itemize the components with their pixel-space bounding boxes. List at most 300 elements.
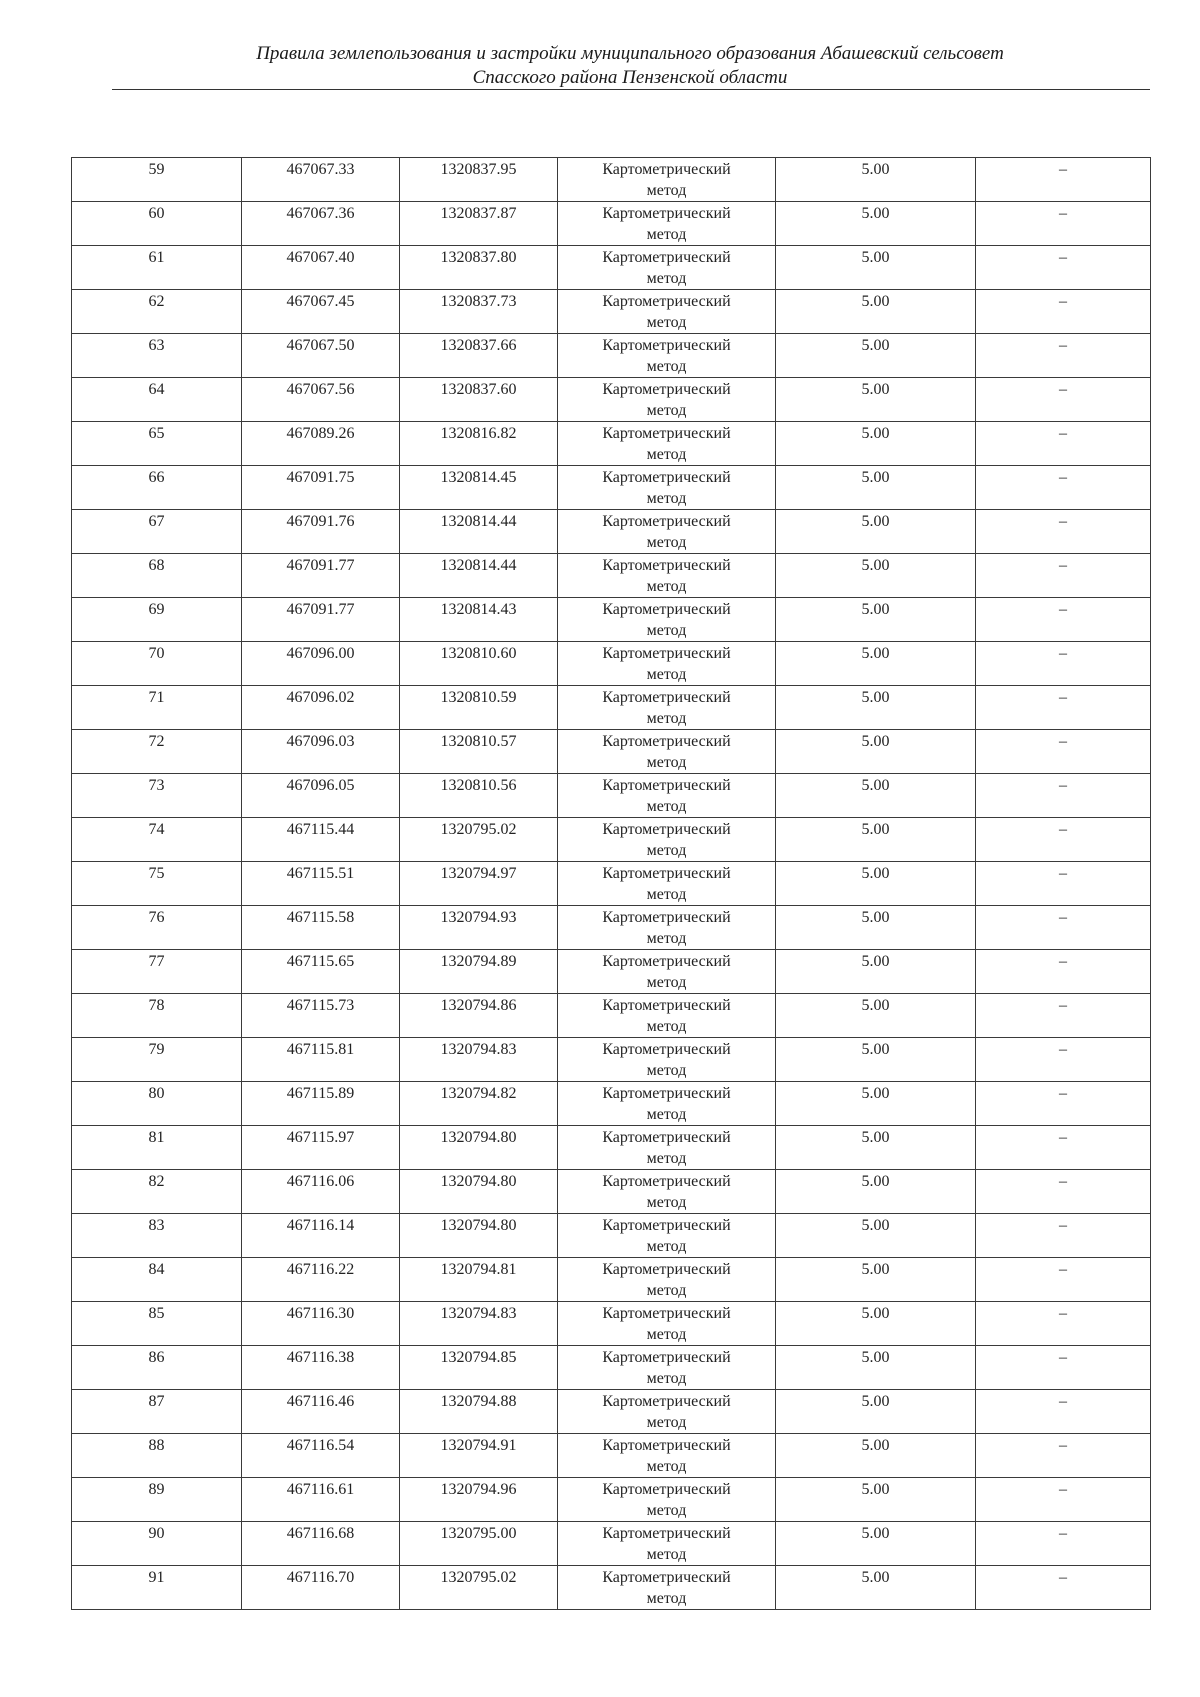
table-row bbox=[72, 334, 1151, 378]
method-label-line-1: Картометрический bbox=[602, 1085, 731, 1102]
method-label-line-1: Картометрический bbox=[602, 205, 731, 222]
method-label-line-2: метод bbox=[646, 622, 687, 639]
description-cell: – bbox=[976, 334, 1151, 378]
method-label-line-2: метод bbox=[646, 1414, 687, 1431]
method-cell bbox=[558, 730, 776, 774]
method-label-line-1: Картометрический bbox=[602, 733, 731, 750]
accuracy-cell: 5.00 bbox=[776, 1082, 976, 1126]
point-number-cell: 84 bbox=[72, 1258, 242, 1302]
method-label-line-2: метод bbox=[646, 930, 687, 947]
method-cell bbox=[558, 554, 776, 598]
method-label-line-1: Картометрический bbox=[602, 161, 731, 178]
point-number-cell: 83 bbox=[72, 1214, 242, 1258]
point-number-cell: 77 bbox=[72, 950, 242, 994]
y-coordinate-cell: 1320814.44 bbox=[400, 554, 558, 598]
description-cell: – bbox=[976, 730, 1151, 774]
x-coordinate-cell: 467067.40 bbox=[242, 246, 400, 290]
method-cell bbox=[558, 1522, 776, 1566]
accuracy-cell: 5.00 bbox=[776, 1302, 976, 1346]
accuracy-cell: 5.00 bbox=[776, 642, 976, 686]
method-cell bbox=[558, 422, 776, 466]
description-cell: – bbox=[976, 422, 1151, 466]
description-cell: – bbox=[976, 686, 1151, 730]
point-number-cell: 79 bbox=[72, 1038, 242, 1082]
table-row bbox=[72, 1170, 1151, 1214]
method-label-line-1: Картометрический bbox=[602, 1481, 731, 1498]
table-row bbox=[72, 598, 1151, 642]
accuracy-cell: 5.00 bbox=[776, 1170, 976, 1214]
y-coordinate-cell: 1320794.88 bbox=[400, 1390, 558, 1434]
table-row bbox=[72, 422, 1151, 466]
method-label-line-1: Картометрический bbox=[602, 557, 731, 574]
method-label-line-2: метод bbox=[646, 1062, 687, 1079]
method-label-line-2: метод bbox=[646, 358, 687, 375]
method-label-line-1: Картометрический bbox=[602, 865, 731, 882]
accuracy-cell: 5.00 bbox=[776, 1126, 976, 1170]
x-coordinate-cell: 467115.97 bbox=[242, 1126, 400, 1170]
description-cell: – bbox=[976, 950, 1151, 994]
method-label-line-2: метод bbox=[646, 1590, 687, 1607]
method-label-line-1: Картометрический bbox=[602, 689, 731, 706]
method-cell bbox=[558, 202, 776, 246]
accuracy-cell: 5.00 bbox=[776, 202, 976, 246]
x-coordinate-cell: 467116.14 bbox=[242, 1214, 400, 1258]
description-cell: – bbox=[976, 906, 1151, 950]
x-coordinate-cell: 467115.65 bbox=[242, 950, 400, 994]
accuracy-cell: 5.00 bbox=[776, 906, 976, 950]
table-row bbox=[72, 1258, 1151, 1302]
y-coordinate-cell: 1320794.93 bbox=[400, 906, 558, 950]
method-label-line-2: метод bbox=[646, 1502, 687, 1519]
point-number-cell: 70 bbox=[72, 642, 242, 686]
point-number-cell: 86 bbox=[72, 1346, 242, 1390]
description-cell: – bbox=[976, 1258, 1151, 1302]
y-coordinate-cell: 1320837.87 bbox=[400, 202, 558, 246]
point-number-cell: 91 bbox=[72, 1566, 242, 1610]
table-row bbox=[72, 730, 1151, 774]
method-label-line-2: метод bbox=[646, 666, 687, 683]
accuracy-cell: 5.00 bbox=[776, 1346, 976, 1390]
x-coordinate-cell: 467116.68 bbox=[242, 1522, 400, 1566]
method-label-line-1: Картометрический bbox=[602, 953, 731, 970]
accuracy-cell: 5.00 bbox=[776, 1522, 976, 1566]
table-row bbox=[72, 906, 1151, 950]
accuracy-cell: 5.00 bbox=[776, 246, 976, 290]
x-coordinate-cell: 467067.56 bbox=[242, 378, 400, 422]
y-coordinate-cell: 1320810.56 bbox=[400, 774, 558, 818]
method-cell bbox=[558, 994, 776, 1038]
point-number-cell: 67 bbox=[72, 510, 242, 554]
description-cell: – bbox=[976, 1126, 1151, 1170]
point-number-cell: 71 bbox=[72, 686, 242, 730]
x-coordinate-cell: 467089.26 bbox=[242, 422, 400, 466]
method-cell bbox=[558, 334, 776, 378]
point-number-cell: 65 bbox=[72, 422, 242, 466]
description-cell: – bbox=[976, 774, 1151, 818]
method-label-line-1: Картометрический bbox=[602, 1305, 731, 1322]
method-cell bbox=[558, 818, 776, 862]
y-coordinate-cell: 1320837.80 bbox=[400, 246, 558, 290]
point-number-cell: 82 bbox=[72, 1170, 242, 1214]
method-label-line-2: метод bbox=[646, 842, 687, 859]
method-cell bbox=[558, 950, 776, 994]
method-label-line-2: метод bbox=[646, 754, 687, 771]
description-cell: – bbox=[976, 246, 1151, 290]
accuracy-cell: 5.00 bbox=[776, 158, 976, 202]
table-row bbox=[72, 862, 1151, 906]
point-number-cell: 88 bbox=[72, 1434, 242, 1478]
x-coordinate-cell: 467115.44 bbox=[242, 818, 400, 862]
description-cell: – bbox=[976, 1346, 1151, 1390]
method-label-line-1: Картометрический bbox=[602, 1041, 731, 1058]
method-label-line-2: метод bbox=[646, 1238, 687, 1255]
x-coordinate-cell: 467067.36 bbox=[242, 202, 400, 246]
coordinates-table bbox=[71, 157, 1151, 1610]
point-number-cell: 87 bbox=[72, 1390, 242, 1434]
method-cell bbox=[558, 1126, 776, 1170]
method-label-line-2: метод bbox=[646, 402, 687, 419]
y-coordinate-cell: 1320794.80 bbox=[400, 1170, 558, 1214]
table-row bbox=[72, 1302, 1151, 1346]
table-row bbox=[72, 950, 1151, 994]
description-cell: – bbox=[976, 554, 1151, 598]
description-cell: – bbox=[976, 818, 1151, 862]
table-row bbox=[72, 158, 1151, 202]
method-label-line-2: метод bbox=[646, 886, 687, 903]
x-coordinate-cell: 467115.81 bbox=[242, 1038, 400, 1082]
table-row bbox=[72, 1566, 1151, 1610]
y-coordinate-cell: 1320816.82 bbox=[400, 422, 558, 466]
method-label-line-1: Картометрический bbox=[602, 1393, 731, 1410]
x-coordinate-cell: 467116.70 bbox=[242, 1566, 400, 1610]
accuracy-cell: 5.00 bbox=[776, 686, 976, 730]
description-cell: – bbox=[976, 1566, 1151, 1610]
description-cell: – bbox=[976, 994, 1151, 1038]
method-label-line-1: Картометрический bbox=[602, 909, 731, 926]
method-cell bbox=[558, 1478, 776, 1522]
table-row bbox=[72, 554, 1151, 598]
table-row bbox=[72, 290, 1151, 334]
description-cell: – bbox=[976, 1390, 1151, 1434]
y-coordinate-cell: 1320795.00 bbox=[400, 1522, 558, 1566]
accuracy-cell: 5.00 bbox=[776, 1566, 976, 1610]
method-cell bbox=[558, 466, 776, 510]
y-coordinate-cell: 1320837.66 bbox=[400, 334, 558, 378]
y-coordinate-cell: 1320794.91 bbox=[400, 1434, 558, 1478]
description-cell: – bbox=[976, 290, 1151, 334]
y-coordinate-cell: 1320837.73 bbox=[400, 290, 558, 334]
method-label-line-1: Картометрический bbox=[602, 1569, 731, 1586]
table-row bbox=[72, 1434, 1151, 1478]
method-label-line-2: метод bbox=[646, 270, 687, 287]
description-cell: – bbox=[976, 1522, 1151, 1566]
point-number-cell: 61 bbox=[72, 246, 242, 290]
description-cell: – bbox=[976, 1082, 1151, 1126]
method-cell bbox=[558, 1302, 776, 1346]
x-coordinate-cell: 467096.00 bbox=[242, 642, 400, 686]
method-label-line-2: метод bbox=[646, 446, 687, 463]
y-coordinate-cell: 1320814.43 bbox=[400, 598, 558, 642]
method-label-line-1: Картометрический bbox=[602, 1525, 731, 1542]
method-label-line-1: Картометрический bbox=[602, 1173, 731, 1190]
y-coordinate-cell: 1320794.83 bbox=[400, 1302, 558, 1346]
point-number-cell: 63 bbox=[72, 334, 242, 378]
method-label-line-2: метод bbox=[646, 226, 687, 243]
table-row bbox=[72, 1390, 1151, 1434]
table-row bbox=[72, 1522, 1151, 1566]
table-row bbox=[72, 1346, 1151, 1390]
x-coordinate-cell: 467116.06 bbox=[242, 1170, 400, 1214]
method-cell bbox=[558, 1170, 776, 1214]
method-label-line-1: Картометрический bbox=[602, 777, 731, 794]
method-label-line-1: Картометрический bbox=[602, 1349, 731, 1366]
accuracy-cell: 5.00 bbox=[776, 1390, 976, 1434]
method-cell bbox=[558, 246, 776, 290]
method-label-line-1: Картометрический bbox=[602, 381, 731, 398]
table-row bbox=[72, 1214, 1151, 1258]
method-cell bbox=[558, 1346, 776, 1390]
method-label-line-1: Картометрический bbox=[602, 601, 731, 618]
x-coordinate-cell: 467067.45 bbox=[242, 290, 400, 334]
table-row bbox=[72, 994, 1151, 1038]
method-label-line-2: метод bbox=[646, 534, 687, 551]
point-number-cell: 60 bbox=[72, 202, 242, 246]
method-cell bbox=[558, 1390, 776, 1434]
method-label-line-2: метод bbox=[646, 798, 687, 815]
y-coordinate-cell: 1320794.97 bbox=[400, 862, 558, 906]
point-number-cell: 90 bbox=[72, 1522, 242, 1566]
point-number-cell: 72 bbox=[72, 730, 242, 774]
description-cell: – bbox=[976, 1170, 1151, 1214]
method-label-line-1: Картометрический bbox=[602, 1261, 731, 1278]
x-coordinate-cell: 467091.75 bbox=[242, 466, 400, 510]
y-coordinate-cell: 1320794.96 bbox=[400, 1478, 558, 1522]
method-label-line-1: Картометрический bbox=[602, 293, 731, 310]
description-cell: – bbox=[976, 642, 1151, 686]
method-cell bbox=[558, 1258, 776, 1302]
method-label-line-1: Картометрический bbox=[602, 1437, 731, 1454]
y-coordinate-cell: 1320810.57 bbox=[400, 730, 558, 774]
point-number-cell: 78 bbox=[72, 994, 242, 1038]
accuracy-cell: 5.00 bbox=[776, 466, 976, 510]
point-number-cell: 85 bbox=[72, 1302, 242, 1346]
method-label-line-2: метод bbox=[646, 1150, 687, 1167]
description-cell: – bbox=[976, 158, 1151, 202]
accuracy-cell: 5.00 bbox=[776, 950, 976, 994]
method-label-line-2: метод bbox=[646, 1458, 687, 1475]
method-label-line-1: Картометрический bbox=[602, 425, 731, 442]
header-title-line-1: Правила землепользования и застройки муниципального образования Абашевский сельсовет bbox=[256, 43, 1004, 64]
table-row bbox=[72, 510, 1151, 554]
x-coordinate-cell: 467116.38 bbox=[242, 1346, 400, 1390]
y-coordinate-cell: 1320810.59 bbox=[400, 686, 558, 730]
method-cell bbox=[558, 1566, 776, 1610]
accuracy-cell: 5.00 bbox=[776, 1258, 976, 1302]
y-coordinate-cell: 1320794.83 bbox=[400, 1038, 558, 1082]
method-cell bbox=[558, 1214, 776, 1258]
table-row bbox=[72, 202, 1151, 246]
point-number-cell: 73 bbox=[72, 774, 242, 818]
description-cell: – bbox=[976, 510, 1151, 554]
method-label-line-2: метод bbox=[646, 1326, 687, 1343]
table-row bbox=[72, 466, 1151, 510]
y-coordinate-cell: 1320810.60 bbox=[400, 642, 558, 686]
y-coordinate-cell: 1320794.86 bbox=[400, 994, 558, 1038]
method-label-line-2: метод bbox=[646, 710, 687, 727]
method-label-line-2: метод bbox=[646, 1194, 687, 1211]
method-cell bbox=[558, 906, 776, 950]
accuracy-cell: 5.00 bbox=[776, 598, 976, 642]
x-coordinate-cell: 467091.77 bbox=[242, 554, 400, 598]
y-coordinate-cell: 1320814.45 bbox=[400, 466, 558, 510]
y-coordinate-cell: 1320814.44 bbox=[400, 510, 558, 554]
method-cell bbox=[558, 686, 776, 730]
accuracy-cell: 5.00 bbox=[776, 1478, 976, 1522]
method-label-line-2: метод bbox=[646, 490, 687, 507]
accuracy-cell: 5.00 bbox=[776, 334, 976, 378]
method-cell bbox=[558, 1082, 776, 1126]
point-number-cell: 74 bbox=[72, 818, 242, 862]
table-row bbox=[72, 1126, 1151, 1170]
table-row bbox=[72, 246, 1151, 290]
accuracy-cell: 5.00 bbox=[776, 818, 976, 862]
x-coordinate-cell: 467096.05 bbox=[242, 774, 400, 818]
point-number-cell: 62 bbox=[72, 290, 242, 334]
method-label-line-2: метод bbox=[646, 578, 687, 595]
method-label-line-1: Картометрический bbox=[602, 337, 731, 354]
x-coordinate-cell: 467115.58 bbox=[242, 906, 400, 950]
point-number-cell: 80 bbox=[72, 1082, 242, 1126]
method-label-line-1: Картометрический bbox=[602, 1129, 731, 1146]
point-number-cell: 76 bbox=[72, 906, 242, 950]
method-label-line-2: метод bbox=[646, 1106, 687, 1123]
y-coordinate-cell: 1320795.02 bbox=[400, 818, 558, 862]
x-coordinate-cell: 467116.46 bbox=[242, 1390, 400, 1434]
x-coordinate-cell: 467067.33 bbox=[242, 158, 400, 202]
x-coordinate-cell: 467091.77 bbox=[242, 598, 400, 642]
y-coordinate-cell: 1320794.82 bbox=[400, 1082, 558, 1126]
method-cell bbox=[558, 510, 776, 554]
x-coordinate-cell: 467067.50 bbox=[242, 334, 400, 378]
y-coordinate-cell: 1320794.80 bbox=[400, 1126, 558, 1170]
x-coordinate-cell: 467115.89 bbox=[242, 1082, 400, 1126]
method-label-line-2: метод bbox=[646, 974, 687, 991]
coordinates-table-body bbox=[72, 158, 1151, 1610]
accuracy-cell: 5.00 bbox=[776, 378, 976, 422]
point-number-cell: 68 bbox=[72, 554, 242, 598]
method-cell bbox=[558, 1434, 776, 1478]
page-header bbox=[110, 42, 1150, 90]
method-label-line-2: метод bbox=[646, 314, 687, 331]
table-row bbox=[72, 1038, 1151, 1082]
x-coordinate-cell: 467116.54 bbox=[242, 1434, 400, 1478]
x-coordinate-cell: 467116.61 bbox=[242, 1478, 400, 1522]
accuracy-cell: 5.00 bbox=[776, 994, 976, 1038]
table-row bbox=[72, 378, 1151, 422]
y-coordinate-cell: 1320837.60 bbox=[400, 378, 558, 422]
description-cell: – bbox=[976, 1302, 1151, 1346]
method-label-line-2: метод bbox=[646, 1546, 687, 1563]
accuracy-cell: 5.00 bbox=[776, 1434, 976, 1478]
accuracy-cell: 5.00 bbox=[776, 290, 976, 334]
method-cell bbox=[558, 598, 776, 642]
description-cell: – bbox=[976, 598, 1151, 642]
method-cell bbox=[558, 290, 776, 334]
accuracy-cell: 5.00 bbox=[776, 554, 976, 598]
y-coordinate-cell: 1320794.85 bbox=[400, 1346, 558, 1390]
x-coordinate-cell: 467096.03 bbox=[242, 730, 400, 774]
table-row bbox=[72, 774, 1151, 818]
method-cell bbox=[558, 378, 776, 422]
accuracy-cell: 5.00 bbox=[776, 422, 976, 466]
method-label-line-2: метод bbox=[646, 1370, 687, 1387]
point-number-cell: 69 bbox=[72, 598, 242, 642]
table-row bbox=[72, 1082, 1151, 1126]
method-cell bbox=[558, 642, 776, 686]
method-label-line-2: метод bbox=[646, 182, 687, 199]
method-label-line-1: Картометрический bbox=[602, 645, 731, 662]
y-coordinate-cell: 1320837.95 bbox=[400, 158, 558, 202]
point-number-cell: 64 bbox=[72, 378, 242, 422]
point-number-cell: 59 bbox=[72, 158, 242, 202]
accuracy-cell: 5.00 bbox=[776, 730, 976, 774]
y-coordinate-cell: 1320794.89 bbox=[400, 950, 558, 994]
header-rule bbox=[112, 89, 1150, 90]
x-coordinate-cell: 467116.22 bbox=[242, 1258, 400, 1302]
description-cell: – bbox=[976, 1038, 1151, 1082]
point-number-cell: 89 bbox=[72, 1478, 242, 1522]
x-coordinate-cell: 467115.73 bbox=[242, 994, 400, 1038]
x-coordinate-cell: 467116.30 bbox=[242, 1302, 400, 1346]
y-coordinate-cell: 1320794.80 bbox=[400, 1214, 558, 1258]
method-cell bbox=[558, 158, 776, 202]
method-cell bbox=[558, 1038, 776, 1082]
method-label-line-1: Картометрический bbox=[602, 821, 731, 838]
point-number-cell: 81 bbox=[72, 1126, 242, 1170]
x-coordinate-cell: 467091.76 bbox=[242, 510, 400, 554]
description-cell: – bbox=[976, 1478, 1151, 1522]
accuracy-cell: 5.00 bbox=[776, 1214, 976, 1258]
description-cell: – bbox=[976, 862, 1151, 906]
accuracy-cell: 5.00 bbox=[776, 774, 976, 818]
x-coordinate-cell: 467115.51 bbox=[242, 862, 400, 906]
accuracy-cell: 5.00 bbox=[776, 862, 976, 906]
description-cell: – bbox=[976, 1214, 1151, 1258]
method-label-line-2: метод bbox=[646, 1018, 687, 1035]
table-row bbox=[72, 1478, 1151, 1522]
accuracy-cell: 5.00 bbox=[776, 510, 976, 554]
description-cell: – bbox=[976, 466, 1151, 510]
y-coordinate-cell: 1320794.81 bbox=[400, 1258, 558, 1302]
method-label-line-1: Картометрический bbox=[602, 513, 731, 530]
x-coordinate-cell: 467096.02 bbox=[242, 686, 400, 730]
header-title-line-2: Спасского района Пензенской области bbox=[472, 67, 788, 88]
method-label-line-2: метод bbox=[646, 1282, 687, 1299]
method-cell bbox=[558, 774, 776, 818]
accuracy-cell: 5.00 bbox=[776, 1038, 976, 1082]
point-number-cell: 66 bbox=[72, 466, 242, 510]
method-cell bbox=[558, 862, 776, 906]
description-cell: – bbox=[976, 202, 1151, 246]
table-row bbox=[72, 642, 1151, 686]
table-row bbox=[72, 818, 1151, 862]
method-label-line-1: Картометрический bbox=[602, 469, 731, 486]
method-label-line-1: Картометрический bbox=[602, 249, 731, 266]
point-number-cell: 75 bbox=[72, 862, 242, 906]
description-cell: – bbox=[976, 1434, 1151, 1478]
method-label-line-1: Картометрический bbox=[602, 997, 731, 1014]
description-cell: – bbox=[976, 378, 1151, 422]
